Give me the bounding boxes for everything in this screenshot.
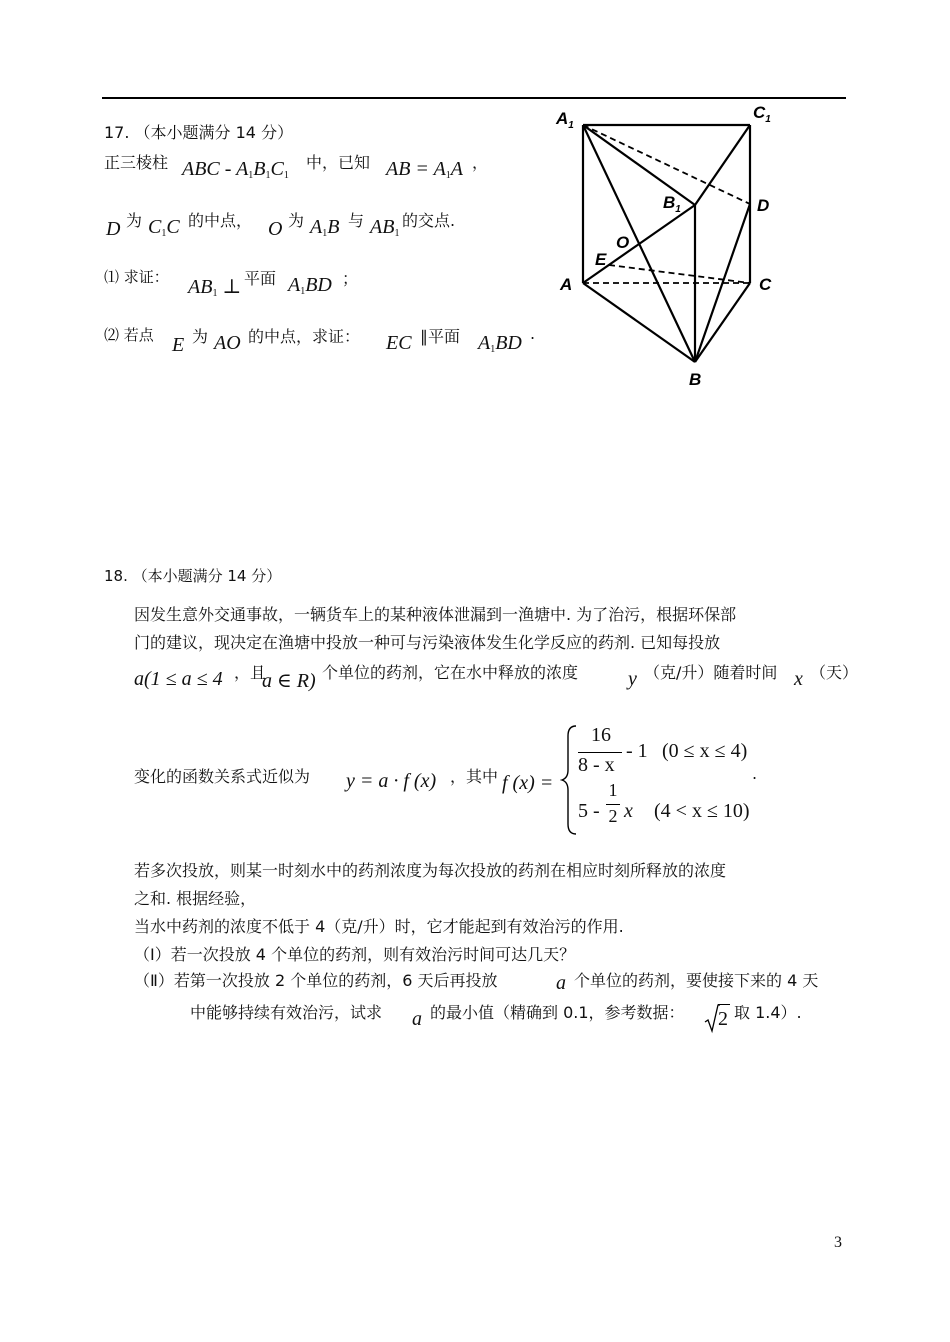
q18-para-line5: 若多次投放，则某一时刻水中的药剂浓度为每次投放的药剂在相应时刻所释放的浓度 bbox=[134, 861, 727, 880]
q18-subquestion-2: （Ⅱ）若第一次投放 2 个单位的药剂，6 天后再投放 a 个单位的药剂，要使接下来的 4 天 bbox=[134, 971, 819, 994]
prism-figure bbox=[550, 100, 790, 396]
label-O: O bbox=[616, 233, 630, 252]
q18-para-line2: 门的建议，现决定在渔塘中投放一种可与污染液体发生化学反应的药剂. 已知每投放 bbox=[134, 633, 721, 652]
label-B: B bbox=[689, 370, 702, 389]
q18-para-line7: 当水中药剂的浓度不低于 4（克/升）时，它才能起到有效治污的作用. bbox=[134, 917, 624, 936]
q18-subquestion-2-cont: 中能够持续有效治污，试求 a 的最小值（精确到 0.1，参考数据： 2 取 1.4）. bbox=[190, 1003, 802, 1030]
q18-para-line3: a(1 ≤ a ≤ 4 ，且 a ∈ R) 个单位的药剂，它在水中释放的浓度 y （克/升）随着时间 x （天） bbox=[134, 663, 859, 692]
q18-para-line1: 因发生意外交通事故，一辆货车上的某种液体泄漏到一渔塘中. 为了治污，根据环保部 bbox=[134, 605, 737, 624]
label-C: C bbox=[759, 275, 772, 294]
q18-function-line: 变化的函数关系式近似为 y = a · f (x) ，其中 f (x) = 16 8 - x - 1 (0 ≤ x ≤ 4) 5 - 1 2 x (4 < x ≤ 10) . bbox=[134, 722, 854, 842]
q18-subquestion-1: （Ⅰ）若一次投放 4 个单位的药剂，则有效治污时间可达几天？ bbox=[134, 945, 576, 964]
label-A1: $A_1$ bbox=[556, 109, 574, 131]
edge-b1c1 bbox=[695, 125, 750, 205]
label-A: A bbox=[560, 275, 573, 294]
q18-para-line6: 之和. 根据经验， bbox=[134, 889, 257, 908]
q18-title: 18. （本小题满分 14 分） bbox=[104, 567, 282, 585]
formula-y: y = a · f (x) bbox=[346, 770, 437, 792]
prism-name: ABC - $A_1B_1C_1$ bbox=[182, 158, 289, 181]
label-D: D bbox=[757, 196, 770, 215]
edge-ab bbox=[583, 283, 695, 362]
diag-ab1 bbox=[583, 205, 695, 283]
label-E: E bbox=[595, 250, 607, 269]
piecewise-brace bbox=[560, 722, 580, 838]
q17-title: 17. （本小题满分 14 分） bbox=[104, 123, 294, 142]
label-B1: $B_1$ bbox=[663, 193, 681, 215]
label-C1: $C_1$ bbox=[753, 103, 771, 125]
page-number: 3 bbox=[834, 1234, 842, 1251]
formula-fx: f (x) = bbox=[502, 772, 554, 794]
equation-ab: AB = $A_1A$ bbox=[386, 158, 464, 181]
top-rule bbox=[102, 97, 846, 99]
edge-a1b1 bbox=[583, 125, 695, 205]
edge-bc bbox=[695, 283, 750, 362]
